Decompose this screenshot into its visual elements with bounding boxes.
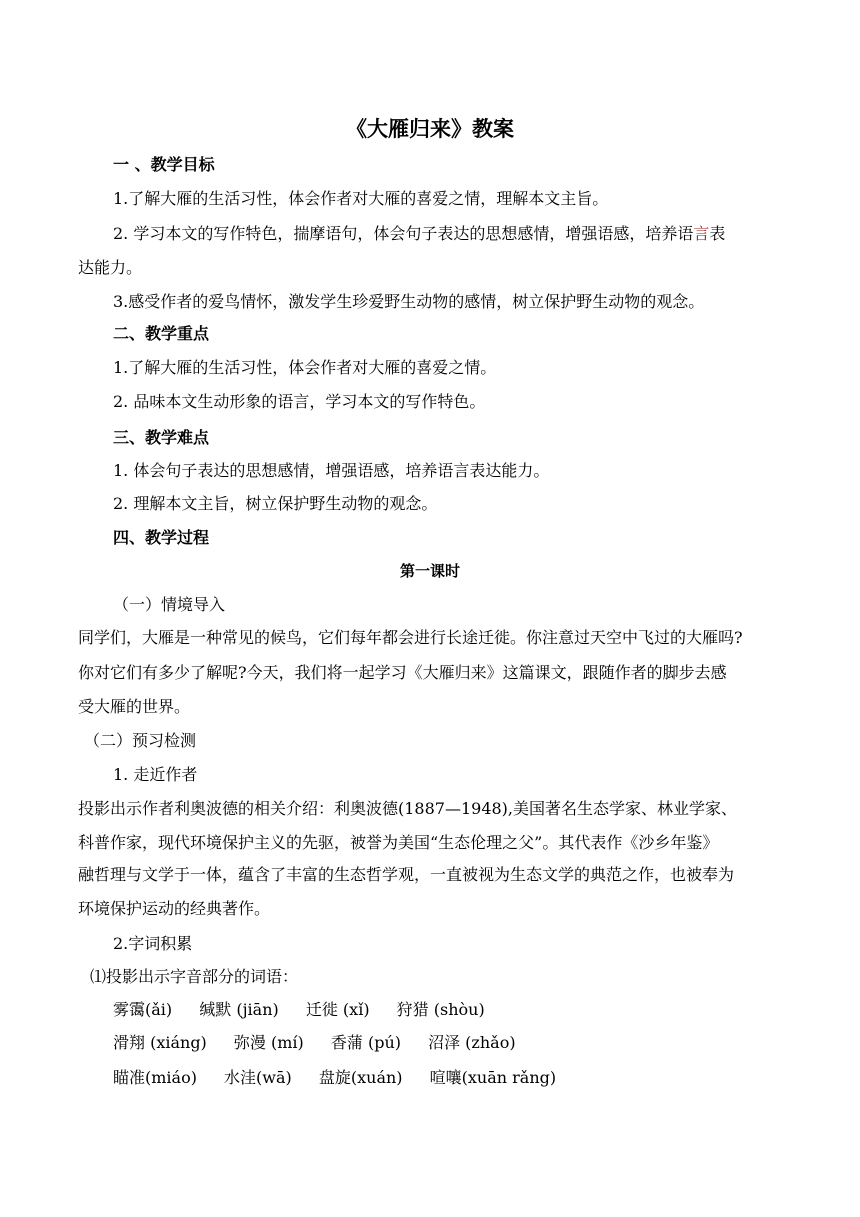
difficulties-item-2: 2. 理解本文主旨，树立保护野生动物的观念。	[113, 494, 438, 513]
vocab-word: 狩猎 (shòu)	[396, 1000, 485, 1019]
goals-item-1: 1.了解大雁的生活习性，体会作者对大雁的喜爱之情，理解本文主旨。	[113, 189, 609, 208]
lesson-title: 第一课时	[399, 562, 460, 580]
vocab-word: 雾霭(ǎi)	[113, 1000, 173, 1019]
goals-item-2-continuation: 达能力。	[78, 258, 143, 277]
difficulties-item-1: 1. 体会句子表达的思想感情，增强语感，培养语言表达能力。	[113, 461, 550, 480]
vocab-heading: 2.字词积累	[113, 934, 193, 953]
document-title: 《大雁归来》教案	[346, 117, 514, 141]
vocab-word: 盘旋(xuán)	[318, 1068, 403, 1087]
author-line-3: 融哲理与文学于一体，蕴含了丰富的生态哲学观，一直被视为生态文学的典范之作，也被奉为	[78, 865, 735, 884]
vocab-word: 瞄准(miáo)	[113, 1068, 197, 1087]
key-points-item-1: 1.了解大雁的生活习性，体会作者对大雁的喜爱之情。	[113, 358, 497, 377]
intro-line-3: 受大雁的世界。	[78, 697, 191, 716]
goals-item-2-end: 表	[709, 224, 726, 243]
intro-line-1: 同学们，大雁是一种常见的候鸟，它们每年都会进行长途迁徙。你注意过天空中飞过的大雁吗?	[78, 628, 743, 647]
goals-item-2	[113, 226, 725, 242]
vocab-row-3	[113, 1070, 578, 1086]
author-line-4: 环境保护运动的经典著作。	[78, 899, 271, 918]
vocab-row-1	[113, 1002, 507, 1018]
vocab-row-2	[113, 1035, 538, 1051]
preview-heading: （二）预习检测	[84, 731, 197, 750]
process-heading: 四、教学过程	[113, 528, 210, 547]
vocab-word: 滑翔 (xiáng)	[113, 1033, 207, 1052]
vocab-word: 水洼(wā)	[224, 1068, 292, 1087]
intro-line-2: 你对它们有多少了解呢?今天，我们将一起学习《大雁归来》这篇课文，跟随作者的脚步去感	[78, 663, 727, 682]
goals-item-2-accent: 言	[693, 224, 710, 243]
difficulties-heading: 三、教学难点	[113, 428, 210, 447]
goals-item-2-text: 2. 学习本文的写作特色，揣摩语句，体会句子表达的思想感情，增强语感，培养语	[113, 224, 694, 243]
author-line-1: 投影出示作者利奥波德的相关介绍：利奥波德(1887—1948),美国著名生态学家、林业学家、	[78, 799, 738, 818]
goals-item-3: 3.感受作者的爱鸟情怀，激发学生珍爱野生动物的感情，树立保护野生动物的观念。	[113, 292, 705, 311]
intro-heading: （一）情境导入	[113, 595, 226, 614]
author-line-2: 科普作家，现代环境保护主义的先驱，被誉为美国“生态伦理之父”。其代表作《沙乡年鉴》	[78, 833, 719, 852]
vocab-intro: ⑴投影出示字音部分的词语：	[90, 967, 299, 986]
vocab-word: 喧嚷(xuān rǎng)	[429, 1068, 557, 1087]
author-heading: 1. 走近作者	[113, 765, 198, 784]
vocab-word: 弥漫 (mí)	[233, 1033, 304, 1052]
vocab-word: 迁徙 (xǐ)	[305, 1000, 370, 1019]
key-points-item-2: 2. 品味本文生动形象的语言，学习本文的写作特色。	[113, 392, 486, 411]
vocab-word: 缄默 (jiān)	[199, 1000, 279, 1019]
vocab-word: 沼泽 (zhǎo)	[428, 1033, 516, 1052]
vocab-word: 香蒲 (pú)	[330, 1033, 401, 1052]
key-points-heading: 二、教学重点	[113, 324, 210, 343]
goals-heading: 一 、教学目标	[113, 155, 215, 174]
